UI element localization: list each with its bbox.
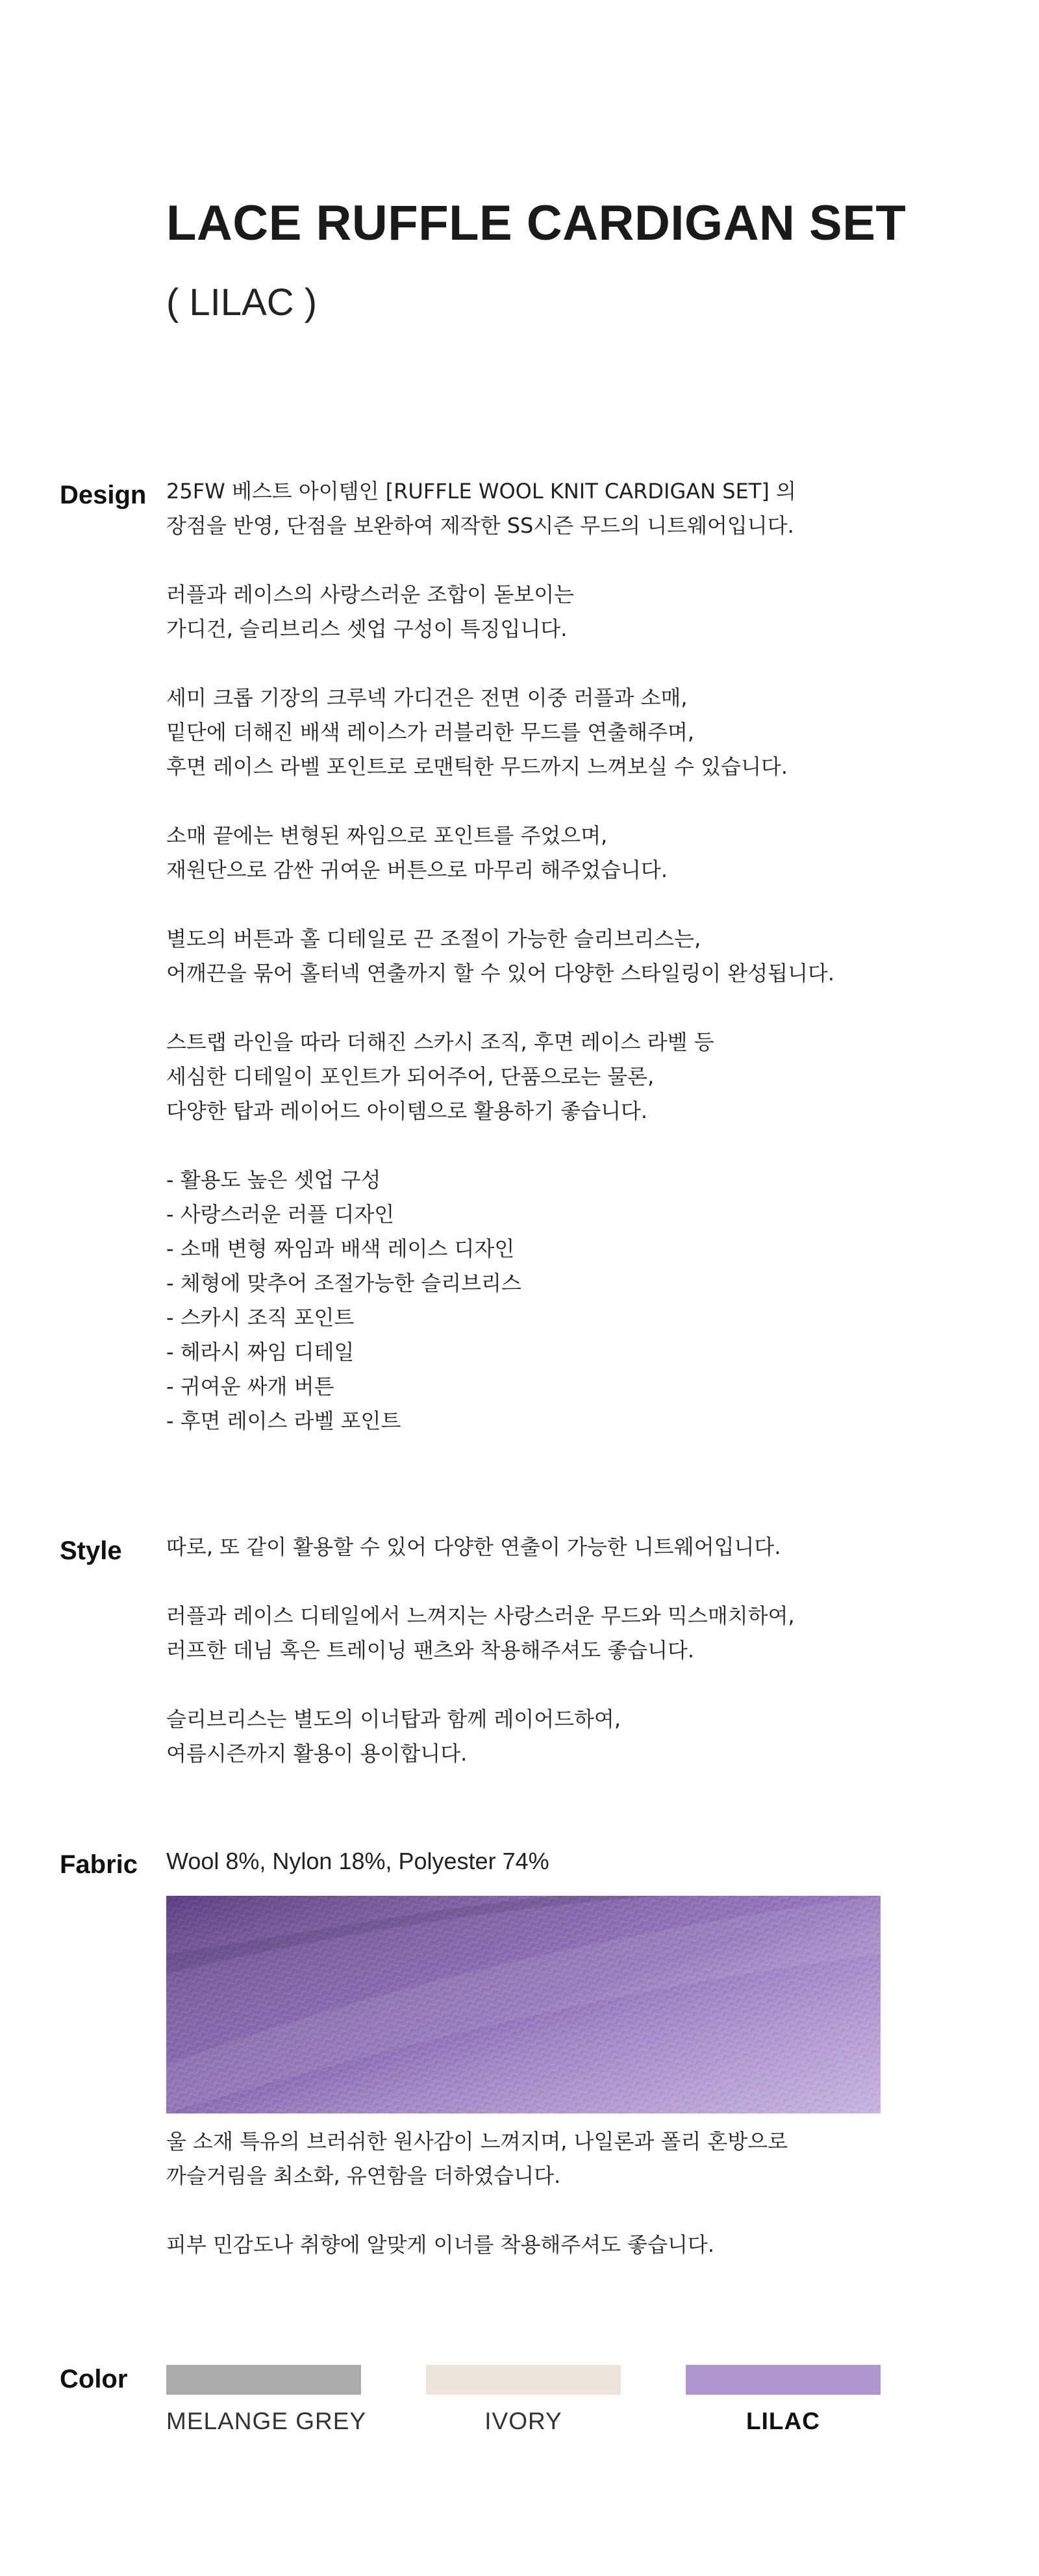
color-name: IVORY [484,2408,562,2434]
fabric-composition: Wool 8%, Nylon 18%, Polyester 74% [166,1848,549,1874]
feature-item: - 활용도 높은 셋업 구성 [166,1167,381,1192]
color-name: MELANGE GREY [166,2408,367,2434]
design-label: Design [60,481,147,509]
color-name: LILAC [746,2408,820,2434]
feature-item: - 스카시 조직 포인트 [166,1305,355,1330]
fabric-label: Fabric [60,1850,138,1879]
color-option-melange-grey [166,2365,367,2435]
color-chip [426,2365,621,2395]
feature-item: - 귀여운 싸개 버튼 [166,1374,334,1399]
fabric-swatch-image [166,1896,881,2113]
feature-list [166,1163,913,1438]
style-paragraph: 슬리브리스는 별도의 이너탑과 함께 레이어드하여, 여름시즌까지 활용이 용이합니다. [166,1707,621,1766]
design-section [166,474,913,1438]
feature-item: - 소매 변형 짜임과 배색 레이스 디자인 [166,1236,515,1261]
fabric-description [166,2124,913,2262]
fabric-paragraph: 피부 민감도나 취향에 알맞게 이너를 착용해주셔도 좋습니다. [166,2232,715,2257]
design-paragraph: 25FW 베스트 아이템인 [RUFFLE WOOL KNIT CARDIGAN SET] 의 장점을 반영, 단점을 보완하여 제작한 SS시즌 무드의 니트웨어입니다. [166,479,796,538]
design-paragraph: 소매 끝에는 변형된 짜임으로 포인트를 주었으며, 재원단으로 감싼 귀여운 버튼으로 마무리 해주었습니다. [166,823,668,882]
color-option-lilac [686,2365,881,2435]
design-paragraph: 별도의 버튼과 홀 디테일로 끈 조절이 가능한 슬리브리스는, 어깨끈을 묶어 홀터넥 연출까지 할 수 있어 다양한 스타일링이 완성됩니다. [166,926,835,986]
color-chip [686,2365,881,2395]
design-paragraph: 세미 크롭 기장의 크루넥 가디건은 전면 이중 러플과 소매, 밑단에 더해진 배색 레이스가 러블리한 무드를 연출해주며, 후면 레이스 라벨 포인트로 로맨틱한 무드까지 느껴보실 수 있습니다. [166,685,788,779]
feature-item: - 후면 레이스 라벨 포인트 [166,1409,401,1433]
color-chip [166,2365,361,2395]
design-paragraph: 러플과 레이스의 사랑스러운 조합이 돋보이는 가디건, 슬리브리스 셋업 구성이 특징입니다. [166,582,575,641]
fabric-paragraph: 울 소재 특유의 브러쉬한 원사감이 느껴지며, 나일론과 폴리 혼방으로 까슬거림을 최소화, 유연함을 더하였습니다. [166,2129,788,2188]
design-paragraph: 스트랩 라인을 따라 더해진 스카시 조직, 후면 레이스 라벨 등 세심한 디테일이 포인트가 되어주어, 단품으로는 물론, 다양한 탑과 레이어드 아이템으로 활용하기 좋습니다. [166,1030,714,1123]
color-options [166,2365,881,2443]
feature-item: - 헤라시 짜임 디테일 [166,1340,355,1364]
fabric-composition-wrap [166,1844,913,1878]
product-title: LACE RUFFLE CARDIGAN SET [166,196,907,251]
product-color-subtitle: ( LILAC ) [166,281,318,324]
style-label: Style [60,1537,122,1565]
feature-item: - 사랑스러운 러플 디자인 [166,1202,395,1227]
style-paragraph: 따로, 또 같이 활용할 수 있어 다양한 연출이 가능한 니트웨어입니다. [166,1535,781,1559]
style-section [166,1530,913,1771]
feature-item: - 체형에 맞추어 조절가능한 슬리브리스 [166,1271,521,1295]
color-option-ivory [426,2365,621,2435]
color-label: Color [60,2365,128,2393]
style-paragraph: 러플과 레이스 디테일에서 느껴지는 사랑스러운 무드와 믹스매치하여, 러프한 데님 혹은 트레이닝 팬츠와 착용해주셔도 좋습니다. [166,1603,795,1663]
